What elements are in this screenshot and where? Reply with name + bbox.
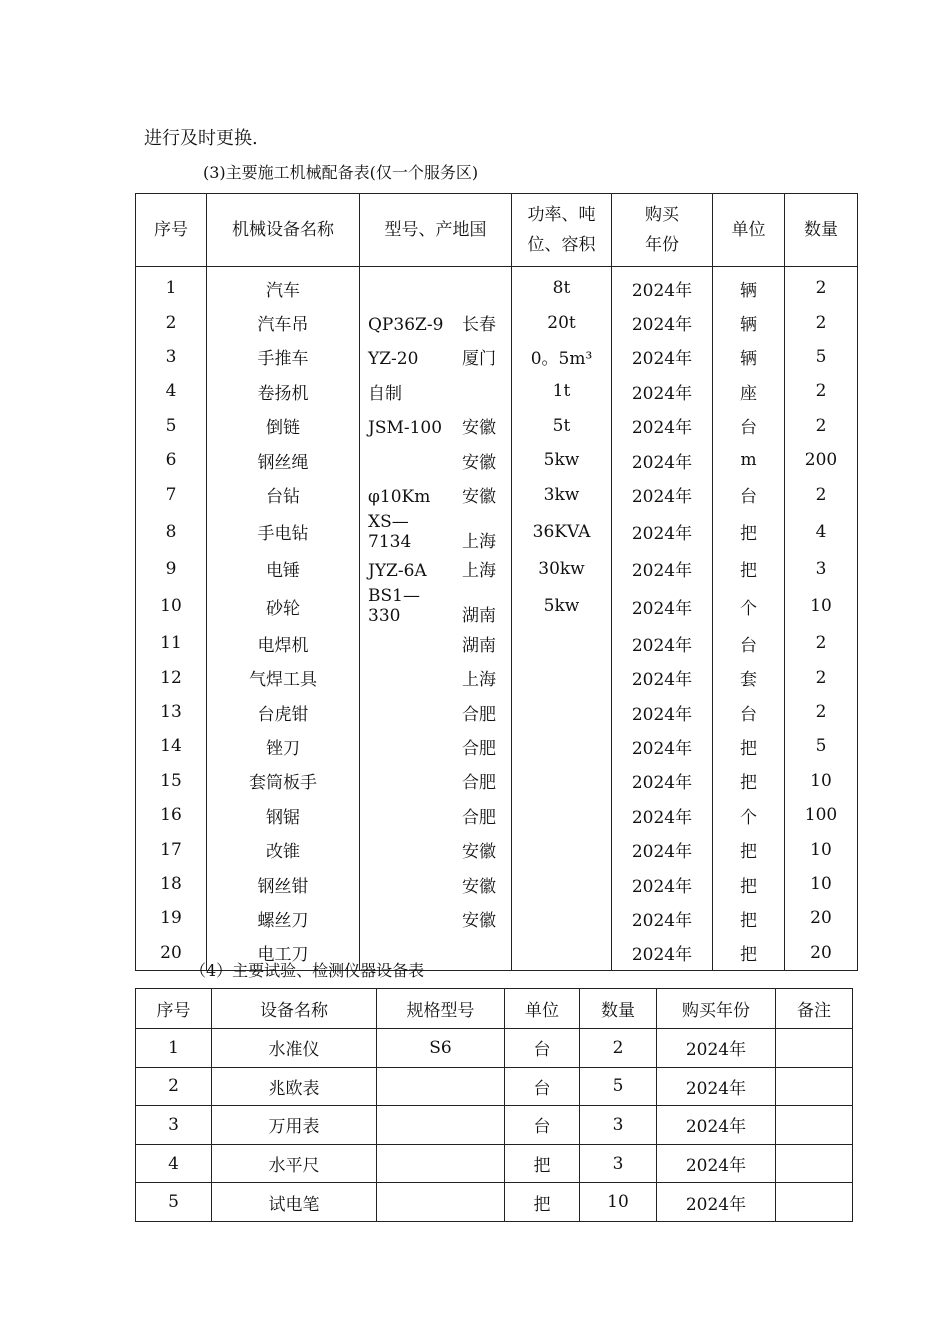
purchase-year: 2024年 <box>612 586 713 626</box>
header-qty: 数量 <box>785 194 858 267</box>
power-capacity: 30kw <box>512 552 612 586</box>
power-capacity: 20t <box>512 305 612 339</box>
power-capacity: 3kw <box>512 477 612 511</box>
model-code: 自制 <box>368 383 402 404</box>
equipment-name: 钢丝钳 <box>207 867 360 901</box>
spec-model <box>377 1106 505 1145</box>
table-row <box>136 552 858 586</box>
header-unit: 单位 <box>713 194 785 267</box>
unit: 座 <box>713 374 785 408</box>
quantity: 2 <box>785 661 858 695</box>
equipment-name: 钢丝绳 <box>207 443 360 477</box>
unit: 把 <box>505 1144 580 1183</box>
quantity: 2 <box>785 374 858 408</box>
purchase-year: 2024年 <box>612 409 713 443</box>
row-no: 13 <box>136 695 207 729</box>
quantity: 20 <box>785 901 858 935</box>
origin: 上海 <box>462 561 496 582</box>
origin: 安徽 <box>462 910 496 931</box>
quantity: 5 <box>580 1067 657 1106</box>
equipment-name: 台虎钳 <box>207 695 360 729</box>
purchase-year: 2024年 <box>657 1183 776 1222</box>
equipment-name: 卷扬机 <box>207 374 360 408</box>
row-no: 7 <box>136 477 207 511</box>
purchase-year: 2024年 <box>612 443 713 477</box>
row-no: 1 <box>136 267 207 306</box>
unit: 把 <box>713 867 785 901</box>
instruments-table <box>135 988 853 1222</box>
machinery-header-row <box>136 194 858 267</box>
purchase-year: 2024年 <box>657 1144 776 1183</box>
unit: 把 <box>713 512 785 552</box>
unit: 台 <box>713 695 785 729</box>
origin: 合肥 <box>462 738 496 759</box>
row-no: 15 <box>136 764 207 798</box>
equipment-name: 电锤 <box>207 552 360 586</box>
origin: 安徽 <box>462 487 496 508</box>
machinery-table-body <box>136 267 858 971</box>
unit: 套 <box>713 661 785 695</box>
unit: 把 <box>505 1183 580 1222</box>
model-origin <box>360 374 512 408</box>
remark <box>776 1067 853 1106</box>
table-row <box>136 1106 853 1145</box>
equipment-name: 倒链 <box>207 409 360 443</box>
header-power <box>512 194 612 267</box>
model-code: JYZ-6A <box>368 561 427 582</box>
remark <box>776 1106 853 1145</box>
power-capacity <box>512 695 612 729</box>
header-power-line2: 位、容积 <box>527 235 596 255</box>
model-code: YZ-20 <box>368 349 419 370</box>
table-row <box>136 305 858 339</box>
row-no: 12 <box>136 661 207 695</box>
unit: 个 <box>713 798 785 832</box>
unit: 个 <box>713 586 785 626</box>
quantity: 100 <box>785 798 858 832</box>
table-row <box>136 1183 853 1222</box>
power-capacity <box>512 626 612 660</box>
equipment-name: 钢锯 <box>207 798 360 832</box>
header-year-line1: 购买 <box>645 205 679 225</box>
power-capacity: 0。5m³ <box>512 340 612 374</box>
power-capacity <box>512 729 612 763</box>
purchase-year: 2024年 <box>612 340 713 374</box>
table-row <box>136 409 858 443</box>
header-name: 设备名称 <box>212 989 377 1029</box>
row-no: 14 <box>136 729 207 763</box>
origin: 长春 <box>462 315 496 336</box>
origin: 合肥 <box>462 773 496 794</box>
table-row <box>136 661 858 695</box>
origin: 合肥 <box>462 807 496 828</box>
unit: 把 <box>713 901 785 935</box>
purchase-year: 2024年 <box>612 305 713 339</box>
unit: m <box>713 443 785 477</box>
equipment-name: 电工刀 <box>207 936 360 971</box>
header-remark: 备注 <box>776 989 853 1029</box>
purchase-year: 2024年 <box>612 626 713 660</box>
table-row <box>136 267 858 306</box>
purchase-year: 2024年 <box>612 695 713 729</box>
instruments-header-row <box>136 989 853 1029</box>
quantity: 10 <box>785 832 858 866</box>
table-row <box>136 340 858 374</box>
equipment-name: 手电钻 <box>207 512 360 552</box>
model-code: XS—7134 <box>368 511 412 552</box>
quantity: 5 <box>785 729 858 763</box>
table-row <box>136 512 858 552</box>
spec-model: S6 <box>377 1029 505 1068</box>
instrument-name: 水准仪 <box>212 1029 377 1068</box>
model-origin <box>360 305 512 339</box>
equipment-name: 套筒板手 <box>207 764 360 798</box>
power-capacity <box>512 661 612 695</box>
table-row <box>136 443 858 477</box>
model-origin <box>360 340 512 374</box>
row-no: 3 <box>136 1106 212 1145</box>
unit: 把 <box>713 832 785 866</box>
table-row <box>136 832 858 866</box>
origin: 上海 <box>462 670 496 691</box>
origin: 安徽 <box>462 418 496 439</box>
equipment-name: 手推车 <box>207 340 360 374</box>
header-spec: 规格型号 <box>377 989 505 1029</box>
purchase-year: 2024年 <box>612 867 713 901</box>
table-row <box>136 1029 853 1068</box>
purchase-year: 2024年 <box>612 267 713 306</box>
quantity: 20 <box>785 936 858 971</box>
unit: 把 <box>713 729 785 763</box>
model-code: BS1—330 <box>368 586 420 627</box>
equipment-name: 电焊机 <box>207 626 360 660</box>
table-row <box>136 695 858 729</box>
quantity: 2 <box>785 305 858 339</box>
model-origin <box>360 729 512 763</box>
unit: 辆 <box>713 267 785 306</box>
purchase-year: 2024年 <box>612 552 713 586</box>
row-no: 9 <box>136 552 207 586</box>
unit: 辆 <box>713 305 785 339</box>
header-no: 序号 <box>136 989 212 1029</box>
purchase-year: 2024年 <box>612 936 713 971</box>
row-no: 16 <box>136 798 207 832</box>
purchase-year: 2024年 <box>612 512 713 552</box>
table-row <box>136 901 858 935</box>
quantity: 3 <box>580 1144 657 1183</box>
unit: 把 <box>713 764 785 798</box>
equipment-name: 气焊工具 <box>207 661 360 695</box>
unit: 台 <box>505 1067 580 1106</box>
instruments-table-body <box>136 1029 853 1222</box>
power-capacity: 5t <box>512 409 612 443</box>
unit: 把 <box>713 936 785 971</box>
spec-model <box>377 1183 505 1222</box>
header-unit: 单位 <box>505 989 580 1029</box>
quantity: 2 <box>580 1029 657 1068</box>
quantity: 2 <box>785 626 858 660</box>
instrument-name: 水平尺 <box>212 1144 377 1183</box>
quantity: 3 <box>785 552 858 586</box>
quantity: 3 <box>580 1106 657 1145</box>
unit: 台 <box>713 626 785 660</box>
purchase-year: 2024年 <box>612 798 713 832</box>
unit: 把 <box>713 552 785 586</box>
table-row <box>136 1144 853 1183</box>
model-origin <box>360 695 512 729</box>
row-no: 4 <box>136 374 207 408</box>
origin: 安徽 <box>462 842 496 863</box>
row-no: 18 <box>136 867 207 901</box>
origin: 湖南 <box>462 606 496 627</box>
remark <box>776 1183 853 1222</box>
purchase-year: 2024年 <box>612 661 713 695</box>
header-year: 购买年份 <box>657 989 776 1029</box>
model-origin <box>360 512 512 552</box>
purchase-year: 2024年 <box>612 901 713 935</box>
header-no: 序号 <box>136 194 207 267</box>
header-model: 型号、产地国 <box>360 194 512 267</box>
spec-model <box>377 1144 505 1183</box>
instrument-name: 试电笔 <box>212 1183 377 1222</box>
equipment-name: 砂轮 <box>207 586 360 626</box>
row-no: 5 <box>136 409 207 443</box>
origin: 上海 <box>462 531 496 552</box>
power-capacity <box>512 936 612 971</box>
quantity: 2 <box>785 409 858 443</box>
model-origin <box>360 867 512 901</box>
unit: 台 <box>713 409 785 443</box>
table-row <box>136 764 858 798</box>
header-name: 机械设备名称 <box>207 194 360 267</box>
quantity: 10 <box>580 1183 657 1222</box>
model-code: φ10Km <box>368 487 431 508</box>
model-origin <box>360 901 512 935</box>
quantity: 4 <box>785 512 858 552</box>
model-origin <box>360 552 512 586</box>
origin: 厦门 <box>462 349 496 370</box>
table-row <box>136 1067 853 1106</box>
row-no: 4 <box>136 1144 212 1183</box>
model-origin <box>360 477 512 511</box>
unit: 台 <box>713 477 785 511</box>
intro-text: 进行及时更换. <box>144 128 258 149</box>
row-no: 17 <box>136 832 207 866</box>
purchase-year: 2024年 <box>612 729 713 763</box>
model-origin <box>360 409 512 443</box>
quantity: 10 <box>785 586 858 626</box>
instrument-name: 兆欧表 <box>212 1067 377 1106</box>
header-year <box>612 194 713 267</box>
unit: 台 <box>505 1106 580 1145</box>
table-row <box>136 477 858 511</box>
origin: 安徽 <box>462 876 496 897</box>
purchase-year: 2024年 <box>657 1067 776 1106</box>
model-origin <box>360 626 512 660</box>
machinery-table <box>135 193 858 971</box>
row-no: 3 <box>136 340 207 374</box>
origin: 湖南 <box>462 635 496 656</box>
quantity: 2 <box>785 695 858 729</box>
power-capacity <box>512 867 612 901</box>
header-qty: 数量 <box>580 989 657 1029</box>
equipment-name: 锉刀 <box>207 729 360 763</box>
table-row <box>136 867 858 901</box>
quantity: 5 <box>785 340 858 374</box>
equipment-name: 台钻 <box>207 477 360 511</box>
power-capacity: 5kw <box>512 443 612 477</box>
quantity: 10 <box>785 764 858 798</box>
origin: 合肥 <box>462 704 496 725</box>
table-row <box>136 586 858 626</box>
power-capacity: 8t <box>512 267 612 306</box>
equipment-name: 螺丝刀 <box>207 901 360 935</box>
power-capacity <box>512 901 612 935</box>
row-no: 5 <box>136 1183 212 1222</box>
row-no: 11 <box>136 626 207 660</box>
header-power-line1: 功率、吨 <box>527 205 596 225</box>
table-row <box>136 729 858 763</box>
model-origin <box>360 267 512 306</box>
model-origin <box>360 832 512 866</box>
equipment-name: 汽车吊 <box>207 305 360 339</box>
model-code: QP36Z-9 <box>368 315 444 336</box>
unit: 辆 <box>713 340 785 374</box>
row-no: 2 <box>136 1067 212 1106</box>
model-origin <box>360 764 512 798</box>
equipment-name: 改锥 <box>207 832 360 866</box>
row-no: 20 <box>136 936 207 971</box>
purchase-year: 2024年 <box>612 832 713 866</box>
row-no: 8 <box>136 512 207 552</box>
model-origin <box>360 586 512 626</box>
row-no: 2 <box>136 305 207 339</box>
quantity: 2 <box>785 477 858 511</box>
power-capacity <box>512 832 612 866</box>
remark <box>776 1029 853 1068</box>
quantity: 200 <box>785 443 858 477</box>
quantity: 10 <box>785 867 858 901</box>
spec-model <box>377 1067 505 1106</box>
purchase-year: 2024年 <box>612 374 713 408</box>
model-origin <box>360 443 512 477</box>
model-origin <box>360 661 512 695</box>
row-no: 6 <box>136 443 207 477</box>
table-row <box>136 374 858 408</box>
power-capacity <box>512 798 612 832</box>
row-no: 10 <box>136 586 207 626</box>
model-code: JSM-100 <box>368 418 443 439</box>
power-capacity <box>512 764 612 798</box>
power-capacity: 5kw <box>512 586 612 626</box>
origin: 安徽 <box>462 452 496 473</box>
row-no: 1 <box>136 1029 212 1068</box>
quantity: 2 <box>785 267 858 306</box>
instruments-table-caption: （4）主要试验、检测仪器设备表 <box>190 961 425 980</box>
equipment-name: 汽车 <box>207 267 360 306</box>
header-year-line2: 年份 <box>645 235 679 255</box>
purchase-year: 2024年 <box>612 477 713 511</box>
unit: 台 <box>505 1029 580 1068</box>
instrument-name: 万用表 <box>212 1106 377 1145</box>
row-no: 19 <box>136 901 207 935</box>
model-origin <box>360 798 512 832</box>
remark <box>776 1144 853 1183</box>
table-row <box>136 798 858 832</box>
machinery-table-caption: (3)主要施工机械配备表(仅一个服务区) <box>203 163 479 182</box>
table-row <box>136 626 858 660</box>
power-capacity: 36KVA <box>512 512 612 552</box>
purchase-year: 2024年 <box>657 1029 776 1068</box>
purchase-year: 2024年 <box>657 1106 776 1145</box>
purchase-year: 2024年 <box>612 764 713 798</box>
power-capacity: 1t <box>512 374 612 408</box>
